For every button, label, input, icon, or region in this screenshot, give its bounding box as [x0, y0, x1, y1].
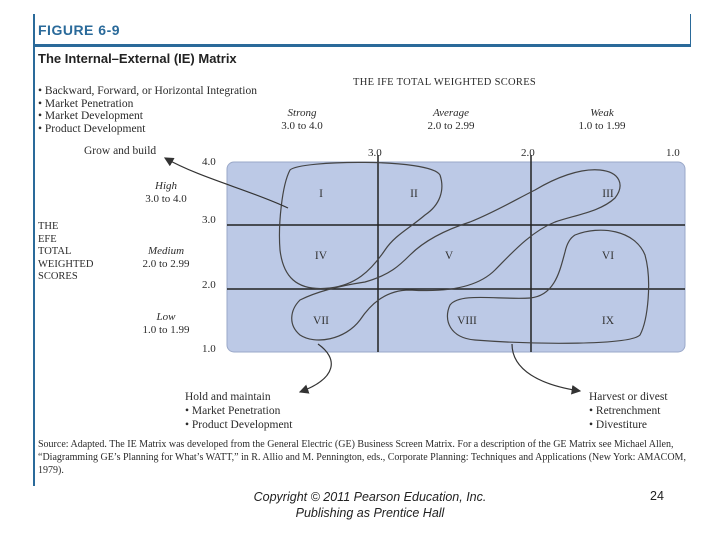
- copyright-line: Copyright © 2011 Pearson Education, Inc.: [253, 490, 487, 504]
- figure-title: The Internal–External (IE) Matrix: [38, 51, 237, 66]
- figure-label: FIGURE 6-9: [38, 22, 121, 38]
- hold-maintain-label: Hold and maintain: [185, 391, 271, 403]
- efe-title-line: WEIGHTED: [38, 258, 94, 270]
- copyright-footer: [200, 489, 540, 521]
- cell-viii: VIII: [457, 315, 477, 327]
- cell-vi: VI: [601, 250, 615, 262]
- ife-axis-title: THE IFE TOTAL WEIGHTED SCORES: [353, 77, 537, 88]
- strategy-item: • Product Development: [185, 419, 293, 431]
- efe-group-range: 1.0 to 1.99: [142, 324, 190, 336]
- cell-iii: III: [602, 188, 614, 200]
- strategy-item: • Market Penetration: [38, 97, 134, 110]
- efe-title-line: SCORES: [38, 271, 78, 282]
- ife-group-name: Average: [432, 107, 470, 119]
- cell-ix: IX: [601, 315, 615, 327]
- page-number: 24: [650, 489, 664, 503]
- cell-iv: IV: [314, 250, 328, 262]
- grow-build-label: Grow and build: [84, 145, 157, 157]
- strategy-item: • Product Development: [38, 122, 146, 135]
- efe-tick-4: 4.0: [202, 156, 216, 168]
- ife-tick-2: 2.0: [521, 147, 535, 159]
- cell-vii: VII: [313, 315, 329, 327]
- publisher-line: Publishing as Prentice Hall: [295, 506, 445, 520]
- efe-group-name: High: [155, 180, 177, 192]
- ife-group-range: 3.0 to 4.0: [281, 120, 323, 132]
- cell-ii: II: [410, 188, 418, 200]
- efe-group-name: Medium: [147, 245, 185, 257]
- strategy-item: • Divestiture: [589, 419, 647, 431]
- cell-i: I: [319, 188, 323, 200]
- ife-tick-1: 1.0: [666, 147, 680, 159]
- ife-group-range: 2.0 to 2.99: [427, 120, 475, 132]
- efe-group-name: Low: [156, 311, 176, 323]
- ife-group-name: Strong: [287, 107, 317, 119]
- efe-group-range: 2.0 to 2.99: [142, 258, 190, 270]
- source-note: Source: Adapted. The IE Matrix was developed from the General Electric (GE) Business Screen Matrix. For a description of the GE Matrix see Michael Allen, “Diagramming GE’s Planning for What’s WATT,” in R. Allio and M. Pennington, eds., Corporate Planning: Techniques and Applications (New York: AMACOM, 1979).: [38, 439, 686, 476]
- strategy-item: • Market Penetration: [185, 405, 281, 417]
- harvest-divest-label: Harvest or divest: [589, 391, 668, 403]
- cell-v: V: [444, 250, 454, 262]
- strategy-item: • Retrenchment: [589, 405, 661, 417]
- harvest-divest-block: [589, 390, 668, 432]
- strategy-item: • Backward, Forward, or Horizontal Integration: [38, 85, 257, 97]
- efe-tick-2: 2.0: [202, 279, 216, 291]
- hold-maintain-block: [185, 390, 293, 432]
- efe-tick-3: 3.0: [202, 214, 216, 226]
- efe-title-line: EFE: [38, 233, 57, 245]
- efe-title-line: TOTAL: [38, 246, 72, 257]
- ife-group-name: Weak: [590, 107, 614, 119]
- ife-group-range: 1.0 to 1.99: [578, 120, 626, 132]
- efe-tick-1: 1.0: [202, 343, 216, 355]
- efe-group-range: 3.0 to 4.0: [145, 193, 187, 205]
- efe-title-line: THE: [38, 221, 59, 232]
- ife-tick-3: 3.0: [368, 147, 382, 159]
- strategy-item: • Market Development: [38, 110, 143, 122]
